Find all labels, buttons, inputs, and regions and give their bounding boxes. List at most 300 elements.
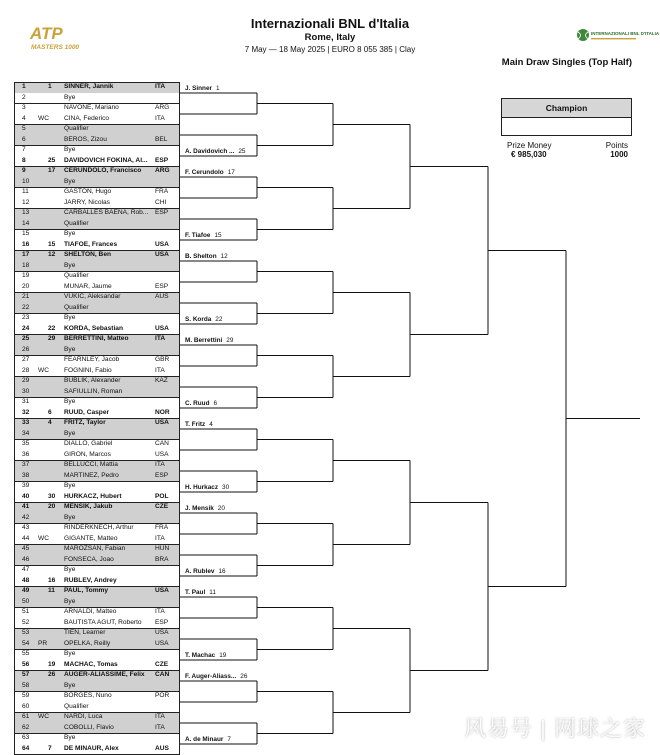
entry-player: Qualifier	[64, 125, 89, 132]
champion-name-slot	[501, 118, 632, 136]
draw-entry-row	[14, 82, 180, 93]
entry-note: WC	[38, 534, 49, 542]
entry-player: SAFIULLIN, Roman	[64, 387, 123, 395]
second-round-player	[185, 253, 228, 261]
second-round-player	[185, 505, 225, 513]
entry-number: 56	[22, 660, 30, 668]
entry-player: Bye	[64, 261, 76, 269]
second-round-seed: 16	[218, 568, 226, 575]
entry-player: BORGES, Nuno	[64, 692, 112, 699]
second-round-name: T. Machac	[185, 652, 216, 659]
entry-number: 43	[22, 524, 30, 531]
entry-number: 3	[22, 104, 26, 111]
entry-number: 20	[22, 282, 30, 290]
second-round-name: H. Hurkacz	[185, 484, 219, 491]
entry-number: 47	[22, 566, 30, 573]
draw-entry-row	[14, 313, 180, 324]
draw-entry-row	[14, 513, 180, 524]
draw-entry-row	[14, 387, 180, 398]
entry-country: ESP	[155, 282, 169, 290]
entry-seed: 7	[48, 744, 52, 752]
entry-number: 45	[22, 545, 30, 552]
second-round-player	[185, 652, 226, 660]
entry-player: COBOLLI, Flavio	[64, 723, 114, 731]
entry-player: BEROS, Zizou	[64, 135, 107, 143]
draw-entry-row	[14, 198, 180, 209]
draw-subtitle: Main Draw Singles (Top Half)	[501, 57, 632, 68]
entry-player: RUUD, Casper	[64, 408, 110, 416]
second-round-name: M. Berrettini	[185, 337, 223, 344]
draw-entry-row	[14, 282, 180, 293]
draw-entry-row	[14, 187, 180, 198]
entry-country: USA	[155, 240, 169, 248]
entry-country: BRA	[155, 555, 169, 563]
entry-country: ITA	[155, 114, 165, 122]
entry-seed: 20	[48, 503, 56, 510]
entry-player: FONSECA, Joao	[64, 555, 114, 563]
entry-number: 60	[22, 702, 30, 710]
draw-entry-row	[14, 607, 180, 618]
second-round-player	[185, 484, 229, 492]
entry-player: Bye	[64, 345, 76, 353]
entry-country: ESP	[155, 618, 169, 626]
entry-country: ESP	[155, 209, 169, 216]
points-value: 1000	[610, 150, 628, 159]
draw-entry-row	[14, 691, 180, 702]
entry-country: USA	[155, 629, 169, 636]
draw-entry-row	[14, 376, 180, 387]
draw-entry-row	[14, 744, 180, 755]
second-round-player	[185, 736, 231, 744]
entry-player: PAUL, Tommy	[64, 587, 109, 594]
second-round-name: T. Paul	[185, 589, 206, 596]
second-round-player	[185, 148, 245, 156]
entry-player: MAROZSAN, Fabian	[64, 545, 126, 552]
entry-player: TIEN, Learner	[64, 629, 106, 636]
draw-entry-row	[14, 240, 180, 251]
entry-seed: 26	[48, 671, 56, 678]
entry-country: CZE	[155, 503, 169, 510]
draw-entry-row	[14, 439, 180, 450]
second-round-seed: 11	[209, 589, 216, 596]
second-round-seed: 1	[216, 85, 220, 92]
draw-entry-row	[14, 702, 180, 713]
entry-number: 37	[22, 461, 30, 468]
draw-entry-row	[14, 555, 180, 566]
second-round-seed: 30	[222, 484, 230, 491]
draw-entry-row	[14, 418, 180, 429]
draw-entry-row	[14, 471, 180, 482]
champion-box	[501, 98, 632, 166]
entry-player: Bye	[64, 177, 76, 185]
draw-entry-row	[14, 586, 180, 597]
entry-number: 25	[22, 335, 30, 342]
draw-entry-row	[14, 565, 180, 576]
second-round-name: J. Mensik	[185, 505, 214, 512]
entry-country: ITA	[155, 723, 165, 731]
draw-entry-row	[14, 93, 180, 104]
second-round-seed: 20	[217, 505, 225, 512]
second-round-seed: 4	[209, 421, 213, 428]
entry-number: 61	[22, 713, 30, 720]
entry-player: CINA, Federico	[64, 114, 110, 122]
second-round-name: A. Davidovich ...	[185, 148, 235, 155]
entry-country: KAZ	[155, 377, 168, 384]
entry-number: 8	[22, 156, 26, 164]
entry-player: OPELKA, Reilly	[64, 639, 111, 647]
entry-number: 39	[22, 482, 30, 489]
entry-seed: 15	[48, 240, 56, 248]
draw-entry-row	[14, 156, 180, 167]
entry-number: 7	[22, 146, 26, 153]
entry-player: MACHAC, Tomas	[64, 660, 118, 668]
entry-number: 51	[22, 608, 30, 615]
draw-entry-row	[14, 523, 180, 534]
second-round-seed: 15	[214, 232, 222, 239]
draw-entry-row	[14, 408, 180, 419]
entry-country: USA	[155, 450, 169, 458]
entry-player: DIALLO, Gabriel	[64, 440, 113, 447]
entry-number: 54	[22, 639, 30, 647]
entry-player: Qualifier	[64, 303, 89, 311]
champion-prize	[501, 136, 632, 164]
entry-country: ESP	[155, 156, 169, 164]
entry-country: ITA	[155, 83, 166, 90]
draw-entry-row	[14, 177, 180, 188]
draw-entry-row	[14, 324, 180, 335]
entry-player: NARDI, Luca	[64, 713, 103, 720]
entry-player: JARRY, Nicolas	[64, 198, 110, 206]
draw-entry-row	[14, 261, 180, 272]
atp-logo-sub: MASTERS 1000	[31, 44, 80, 51]
second-round-player	[185, 337, 233, 345]
entry-country: CAN	[155, 440, 169, 447]
entry-seed: 6	[48, 408, 52, 416]
entry-player: BAUTISTA AGUT, Roberto	[64, 618, 142, 626]
entry-seed: 12	[48, 251, 56, 258]
entry-player: DAVIDOVICH FOKINA, Al...	[64, 156, 148, 164]
draw-entry-row	[14, 733, 180, 744]
draw-entry-row	[14, 660, 180, 671]
draw-entry-row	[14, 145, 180, 156]
champion-title: Champion	[501, 98, 632, 118]
prize-money-label: Prize Money	[507, 141, 552, 150]
entry-number: 52	[22, 618, 30, 626]
entry-player: TIAFOE, Frances	[64, 240, 118, 248]
second-round-seed: 6	[213, 400, 218, 407]
entry-number: 9	[22, 167, 26, 174]
draw-entry-row	[14, 355, 180, 366]
entry-note: WC	[38, 114, 49, 122]
entry-player: Bye	[64, 734, 76, 741]
draw-entry-row	[14, 366, 180, 377]
draw-entry-row	[14, 229, 180, 240]
entry-number: 33	[22, 419, 30, 426]
entry-number: 30	[22, 387, 30, 395]
first-round-entries	[14, 82, 180, 754]
draw-entry-row	[14, 628, 180, 639]
draw-entry-row	[14, 208, 180, 219]
entry-number: 22	[22, 303, 30, 311]
entry-player: Qualifier	[64, 272, 89, 279]
entry-player: MUNAR, Jaume	[64, 282, 112, 290]
second-round-player	[185, 400, 217, 408]
bnl-logo-text: INTERNAZIONALI BNL D'ITALIA	[591, 31, 660, 36]
entry-number: 36	[22, 450, 30, 458]
entry-seed: 4	[48, 419, 52, 426]
entry-country: POR	[155, 692, 170, 699]
entry-player: RUBLEV, Andrey	[64, 576, 117, 584]
second-round-player	[185, 169, 235, 177]
entry-country: ITA	[155, 461, 165, 468]
entry-seed: 11	[48, 587, 55, 594]
entry-number: 14	[22, 219, 30, 227]
draw-entry-row	[14, 597, 180, 608]
entry-player: BELLUCCI, Mattia	[64, 461, 118, 468]
draw-entry-row	[14, 618, 180, 629]
entry-player: Bye	[64, 314, 76, 321]
entry-country: ARG	[155, 167, 170, 174]
second-round-name: F. Tiafoe	[185, 232, 211, 239]
second-round-name: F. Cerundolo	[185, 169, 224, 176]
second-round-player	[185, 589, 216, 597]
draw-entry-row	[14, 492, 180, 503]
entry-player: SINNER, Jannik	[64, 83, 114, 90]
entry-player: SHELTON, Ben	[64, 251, 112, 258]
entry-number: 12	[22, 198, 30, 206]
entry-number: 59	[22, 692, 30, 699]
prize-money-value: € 985,030	[511, 150, 547, 159]
entry-number: 13	[22, 209, 30, 216]
entry-number: 42	[22, 513, 30, 521]
entry-country: USA	[155, 324, 169, 332]
entry-number: 46	[22, 555, 30, 563]
entry-country: USA	[155, 419, 169, 426]
entry-number: 44	[22, 534, 30, 542]
entry-country: FRA	[155, 188, 169, 195]
draw-entry-row	[14, 135, 180, 146]
entry-seed: 19	[48, 660, 56, 668]
second-round-seed: 29	[226, 337, 234, 344]
entry-number: 11	[22, 188, 29, 195]
second-round-player	[185, 316, 222, 324]
entry-country: ITA	[155, 366, 165, 374]
second-round-name: J. Sinner	[185, 85, 212, 92]
second-round-player	[185, 85, 220, 93]
entry-number: 50	[22, 597, 30, 605]
entry-player: Bye	[64, 513, 76, 521]
entry-player: Bye	[64, 230, 76, 237]
entry-number: 6	[22, 135, 26, 143]
entry-player: GIGANTE, Matteo	[64, 534, 118, 542]
draw-entry-row	[14, 450, 180, 461]
entry-number: 19	[22, 272, 30, 279]
second-round-seed: 19	[219, 652, 227, 659]
entry-number: 28	[22, 366, 30, 374]
second-round-name: A. Rublev	[185, 568, 215, 575]
entry-seed: 17	[48, 167, 56, 174]
draw-entry-row	[14, 103, 180, 114]
entry-country: ITA	[155, 713, 165, 720]
draw-entry-row	[14, 397, 180, 408]
second-round-player	[185, 421, 213, 429]
atp-logo-text: ATP	[30, 24, 63, 43]
entry-player: ARNALDI, Matteo	[64, 608, 117, 615]
draw-entry-row	[14, 334, 180, 345]
draw-entry-row	[14, 429, 180, 440]
entry-country: ARG	[155, 104, 170, 111]
entry-player: Bye	[64, 650, 76, 657]
entry-seed: 30	[48, 492, 56, 500]
second-round-name: S. Korda	[185, 316, 212, 323]
draw-entry-row	[14, 502, 180, 513]
draw-entry-row	[14, 271, 180, 282]
entry-country: FRA	[155, 524, 169, 531]
entry-number: 23	[22, 314, 30, 321]
entry-seed: 22	[48, 324, 56, 332]
entry-seed: 16	[48, 576, 56, 584]
second-round-name: B. Shelton	[185, 253, 217, 260]
entry-seed: 29	[48, 335, 56, 342]
entry-seed: 1	[48, 83, 52, 90]
entry-player: Bye	[64, 597, 76, 605]
entry-player: FRITZ, Taylor	[64, 419, 106, 426]
entry-number: 62	[22, 723, 30, 731]
entry-number: 16	[22, 240, 30, 248]
entry-country: AUS	[155, 293, 169, 300]
second-round-player	[185, 232, 222, 240]
entry-number: 63	[22, 734, 30, 741]
draw-entry-row	[14, 639, 180, 650]
entry-player: VUKIC, Aleksandar	[64, 293, 121, 300]
draw-entry-row	[14, 345, 180, 356]
entry-number: 21	[22, 293, 30, 300]
entry-player: MENSIK, Jakub	[64, 503, 113, 510]
entry-country: CAN	[155, 671, 170, 678]
entry-country: POL	[155, 492, 169, 500]
entry-player: FEARNLEY, Jacob	[64, 356, 120, 363]
tournament-info: 7 May — 18 May 2025 | EURO 8 055 385 | Clay	[244, 45, 416, 54]
draw-entry-row	[14, 303, 180, 314]
draw-entry-row	[14, 250, 180, 261]
entry-number: 32	[22, 408, 30, 416]
entry-country: USA	[155, 639, 169, 647]
tournament-location: Rome, Italy	[304, 32, 356, 43]
entry-player: KORDA, Sebastian	[64, 324, 123, 332]
entry-player: MARTINEZ, Pedro	[64, 471, 119, 479]
entry-number: 15	[22, 230, 30, 237]
second-round-name: T. Fritz	[185, 421, 206, 428]
entry-number: 31	[22, 398, 30, 405]
entry-number: 1	[22, 83, 26, 90]
entry-player: DE MINAUR, Alex	[64, 744, 119, 752]
points-label: Points	[605, 141, 628, 150]
entry-number: 35	[22, 440, 30, 447]
entry-number: 4	[22, 114, 26, 122]
second-round-player	[185, 568, 226, 576]
entry-player: GIRON, Marcos	[64, 450, 111, 458]
entry-player: HURKACZ, Hubert	[64, 492, 122, 500]
entry-country: HUN	[155, 545, 170, 552]
draw-entry-row	[14, 292, 180, 303]
entry-number: 29	[22, 377, 30, 384]
entry-player: Bye	[64, 93, 76, 101]
entry-country: CHI	[155, 198, 167, 206]
entry-number: 48	[22, 576, 30, 584]
entry-country: BEL	[155, 135, 168, 143]
entry-number: 17	[22, 251, 30, 258]
entry-player: Bye	[64, 429, 76, 437]
entry-number: 57	[22, 671, 30, 678]
second-round-seed: 26	[240, 673, 248, 680]
entry-number: 27	[22, 356, 30, 363]
draw-entry-row	[14, 649, 180, 660]
entry-number: 10	[22, 177, 30, 185]
draw-entry-row	[14, 219, 180, 230]
entry-number: 58	[22, 681, 30, 689]
draw-entry-row	[14, 460, 180, 471]
entry-country: AUS	[155, 744, 169, 752]
entry-player: BUBLIK, Alexander	[64, 377, 121, 384]
entry-note: WC	[38, 366, 49, 374]
draw-entry-row	[14, 534, 180, 545]
entry-player: Bye	[64, 482, 76, 489]
draw-entry-row	[14, 712, 180, 723]
entry-player: Qualifier	[64, 219, 89, 227]
draw-entry-row	[14, 576, 180, 587]
entry-country: ESP	[155, 471, 169, 479]
entry-country: USA	[155, 251, 169, 258]
second-round-seed: 7	[227, 736, 231, 743]
entry-player: Bye	[64, 681, 76, 689]
draw-entry-row	[14, 481, 180, 492]
draw-entry-row	[14, 681, 180, 692]
entry-number: 18	[22, 261, 30, 269]
entry-number: 38	[22, 471, 30, 479]
entry-country: CZE	[155, 660, 169, 668]
entry-number: 26	[22, 345, 30, 353]
second-round-seed: 12	[220, 253, 228, 260]
second-round-seed: 25	[238, 148, 246, 155]
entry-number: 64	[22, 744, 30, 752]
tournament-title: Internazionali BNL d'Italia	[250, 16, 410, 31]
entry-country: ITA	[155, 335, 166, 342]
entry-country: NOR	[155, 408, 170, 416]
entry-number: 24	[22, 324, 30, 332]
second-round-player	[185, 673, 247, 681]
second-round-name: A. de Minaur	[185, 736, 224, 743]
entry-player: Bye	[64, 566, 76, 573]
entry-seed: 25	[48, 156, 56, 164]
entry-player: CERUNDOLO, Francisco	[64, 167, 142, 174]
draw-entry-row	[14, 114, 180, 125]
draw-entry-row	[14, 670, 180, 681]
entry-player: FOGNINI, Fabio	[64, 366, 112, 374]
entry-number: 40	[22, 492, 30, 500]
entry-country: ITA	[155, 534, 165, 542]
draw-entry-row	[14, 124, 180, 135]
second-round-seed: 22	[215, 316, 223, 323]
entry-player: BERRETTINI, Matteo	[64, 335, 129, 342]
entry-number: 49	[22, 587, 30, 594]
entry-number: 34	[22, 429, 30, 437]
entry-number: 5	[22, 125, 26, 132]
second-round-seed: 17	[227, 169, 235, 176]
entry-number: 2	[22, 93, 26, 101]
entry-note: WC	[38, 713, 49, 720]
entry-number: 55	[22, 650, 30, 657]
entry-number: 53	[22, 629, 30, 636]
